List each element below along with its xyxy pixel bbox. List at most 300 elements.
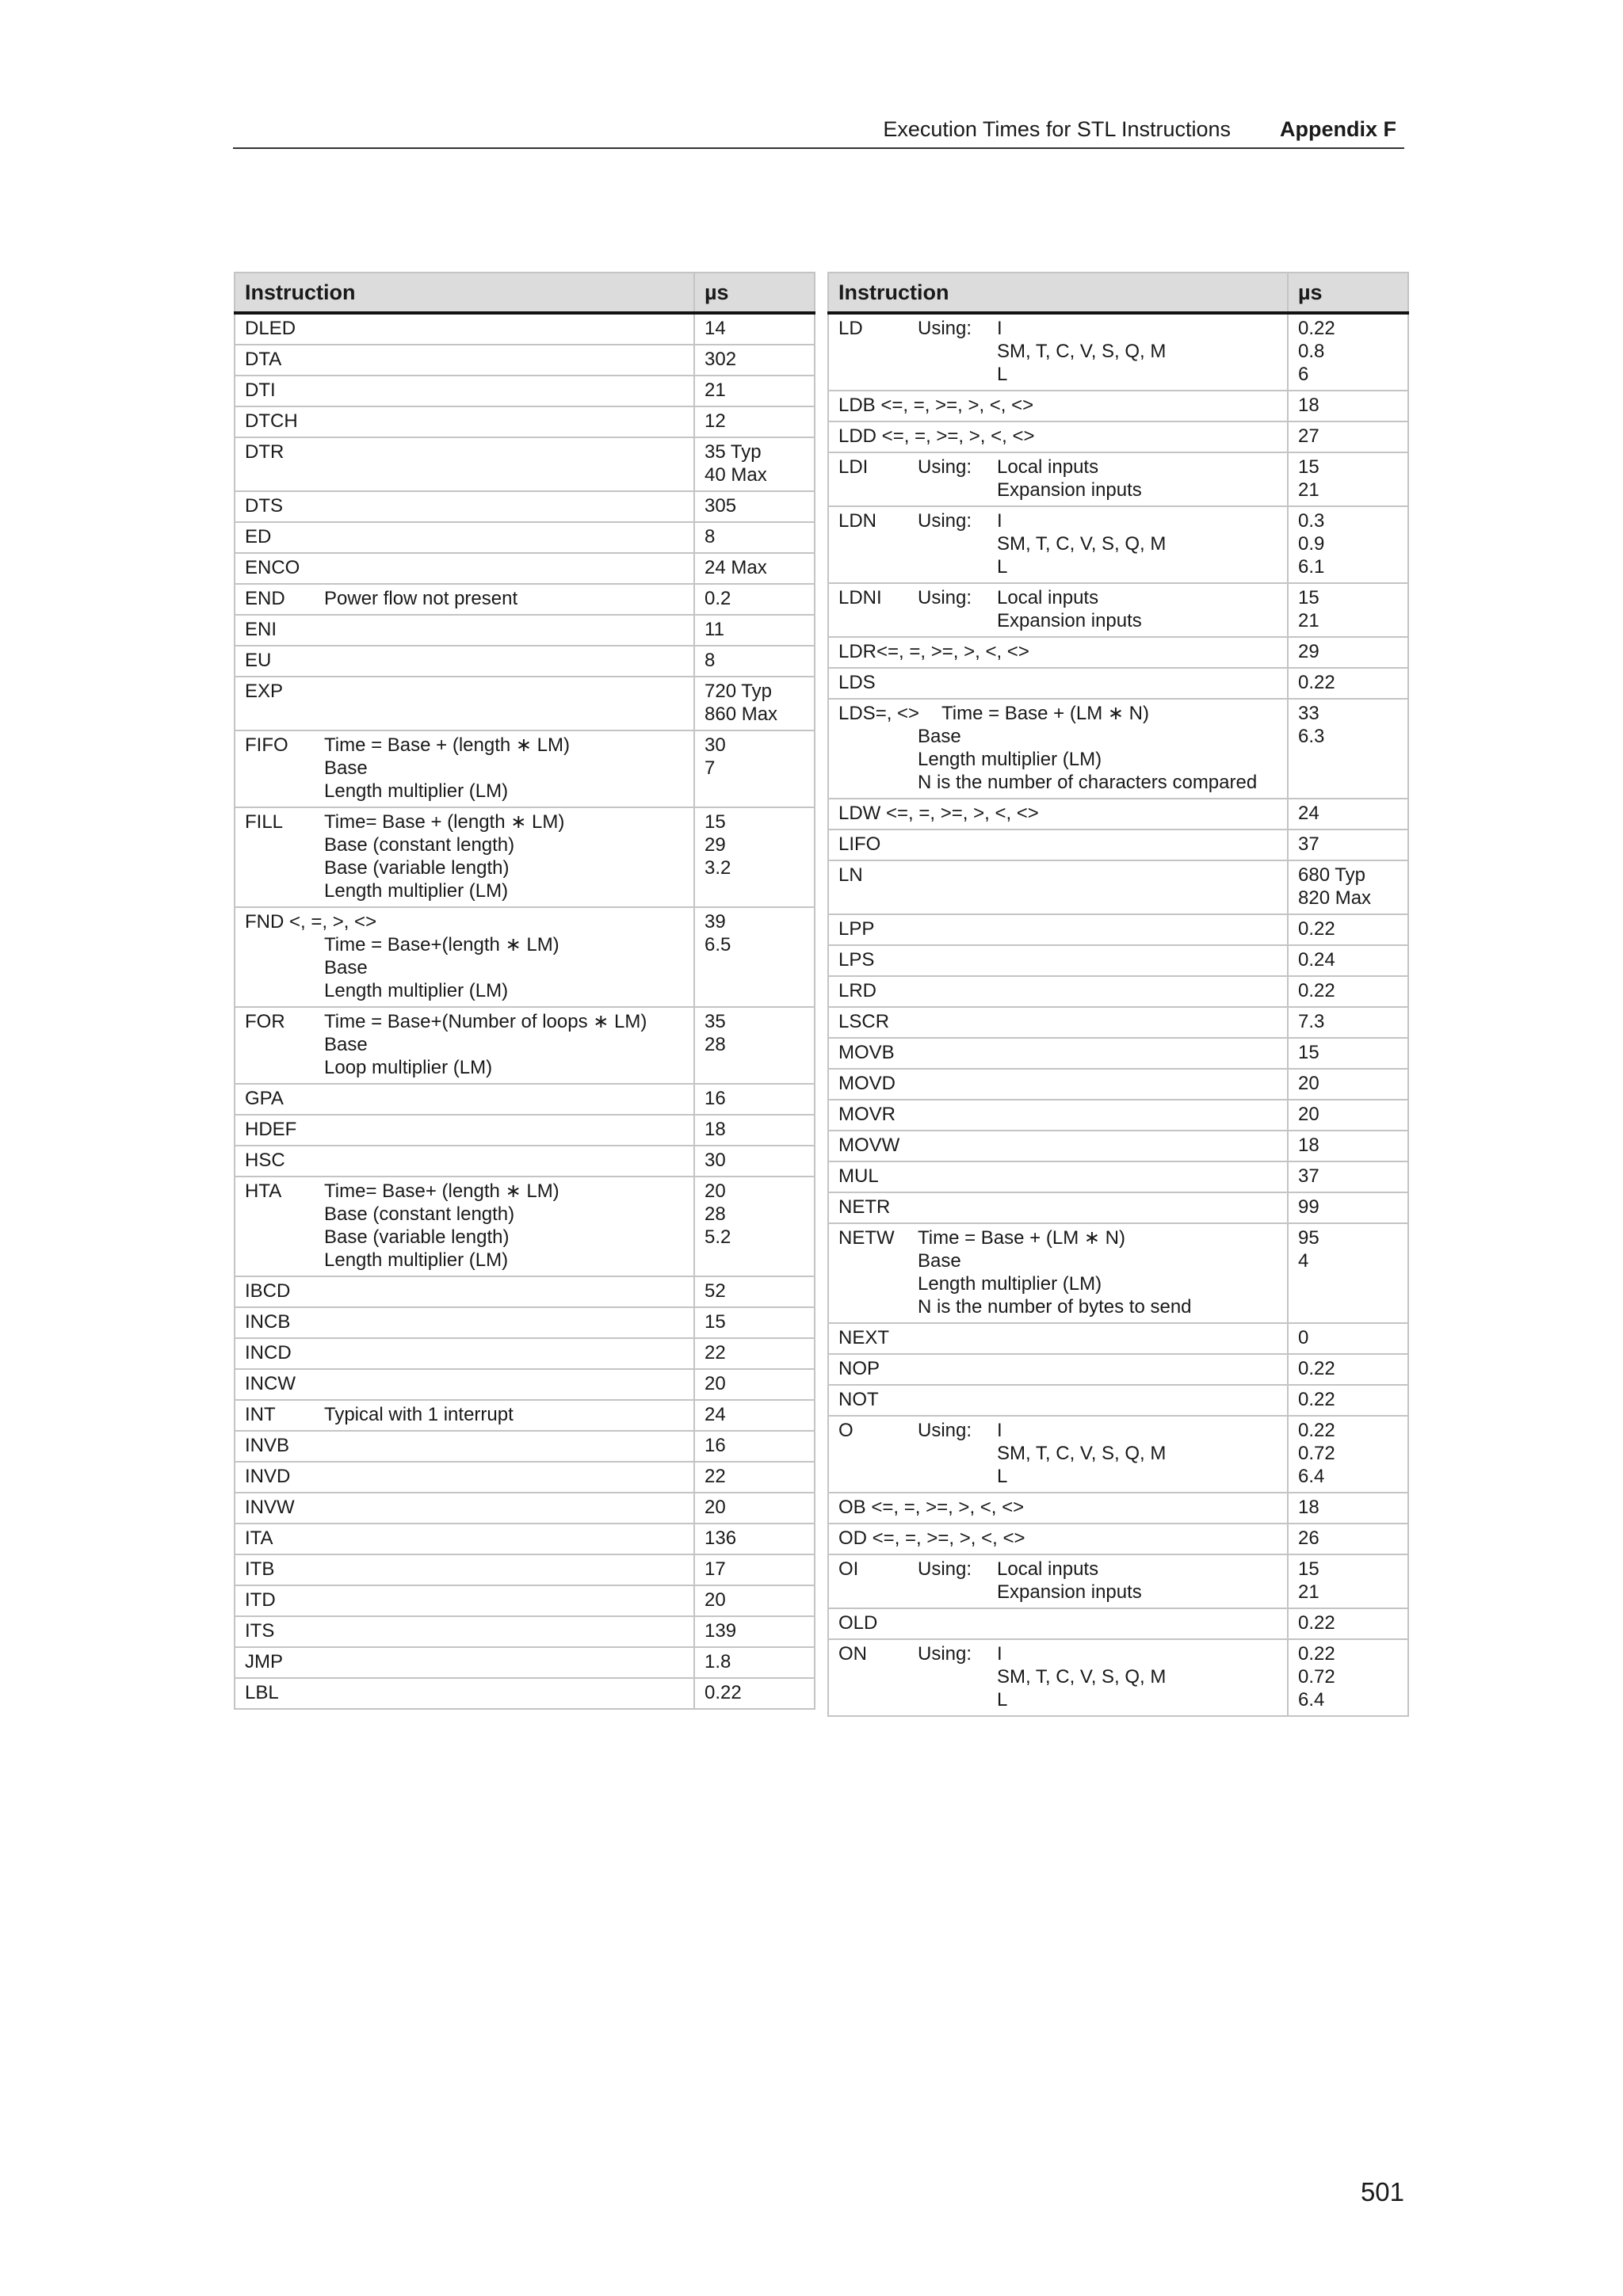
time-value: 0.9 bbox=[1298, 533, 1325, 555]
time-value: 24 bbox=[1298, 803, 1319, 824]
time-value: 6.4 bbox=[1298, 1466, 1325, 1487]
instruction-cell bbox=[235, 1115, 694, 1146]
instruction-cell bbox=[828, 830, 1288, 860]
instruction-line bbox=[838, 979, 1277, 1002]
instruction-name: ITA bbox=[245, 1527, 273, 1549]
time-value: 30 bbox=[705, 734, 726, 756]
time-value: 0.72 bbox=[1298, 1666, 1335, 1688]
instruction-cell bbox=[828, 506, 1288, 583]
time-value: 6.3 bbox=[1298, 726, 1325, 747]
table-row bbox=[235, 1007, 815, 1084]
instruction-name: DTCH bbox=[245, 410, 298, 432]
time-value: 99 bbox=[1298, 1196, 1319, 1218]
time-value: 0.22 bbox=[1298, 1612, 1335, 1634]
time-value: 0.22 bbox=[1298, 1389, 1335, 1410]
table-row bbox=[828, 799, 1408, 830]
instruction-line bbox=[245, 1149, 684, 1172]
time-cell bbox=[694, 730, 815, 807]
instruction-name: ENI bbox=[245, 619, 277, 640]
time-value: 0.22 bbox=[1298, 1643, 1335, 1665]
time-cell bbox=[694, 1400, 815, 1431]
instruction-cell bbox=[828, 860, 1288, 914]
table-row bbox=[235, 907, 815, 1007]
time-cell bbox=[694, 1678, 815, 1709]
description-text: Typical with 1 interrupt bbox=[324, 1404, 514, 1425]
table-row bbox=[235, 615, 815, 646]
table-row bbox=[828, 1131, 1408, 1161]
instruction-line bbox=[838, 1642, 1277, 1665]
description-text: Base (variable length) bbox=[324, 857, 510, 879]
instruction-line bbox=[838, 1496, 1277, 1519]
table-row bbox=[828, 1161, 1408, 1192]
instruction-name: LN bbox=[838, 864, 863, 886]
instruction-cell bbox=[235, 1338, 694, 1369]
time-value: 29 bbox=[1298, 641, 1319, 662]
instruction-cell bbox=[828, 1385, 1288, 1416]
time-value: 20 bbox=[1298, 1073, 1319, 1094]
instruction-line bbox=[245, 494, 684, 517]
time-cell bbox=[1288, 1007, 1408, 1038]
instruction-line bbox=[838, 1041, 1277, 1064]
time-value: 17 bbox=[705, 1558, 726, 1580]
instruction-name: ITB bbox=[245, 1558, 275, 1580]
instruction-name: ITS bbox=[245, 1620, 275, 1642]
instruction-name: HDEF bbox=[245, 1119, 297, 1140]
operand-text: I bbox=[997, 1643, 1002, 1665]
description-text: Time= Base + (length ∗ LM) bbox=[324, 811, 565, 833]
instruction-cell bbox=[828, 1192, 1288, 1223]
time-cell bbox=[1288, 1323, 1408, 1354]
instruction-name: LDNI bbox=[838, 587, 882, 608]
page-number: 501 bbox=[1360, 2177, 1404, 2206]
description-text: N is the number of bytes to send bbox=[918, 1296, 1192, 1318]
instruction-cell bbox=[235, 1177, 694, 1276]
table-row bbox=[828, 830, 1408, 860]
instruction-line bbox=[838, 1558, 1277, 1581]
instruction-cell bbox=[235, 437, 694, 491]
instruction-name: OI bbox=[838, 1558, 859, 1580]
time-value: 28 bbox=[705, 1203, 726, 1225]
time-value: 302 bbox=[705, 349, 737, 370]
operand-text: I bbox=[997, 1420, 1002, 1441]
instruction-line bbox=[838, 1010, 1277, 1033]
instruction-line bbox=[838, 363, 1277, 386]
time-cell bbox=[694, 1524, 815, 1554]
time-cell bbox=[694, 1493, 815, 1524]
table-row bbox=[828, 421, 1408, 452]
instruction-line bbox=[245, 649, 684, 672]
instruction-line bbox=[245, 348, 684, 371]
instruction-cell bbox=[828, 1493, 1288, 1524]
time-cell bbox=[694, 522, 815, 553]
time-value: 11 bbox=[705, 619, 724, 640]
table-row bbox=[828, 668, 1408, 699]
time-value: 8 bbox=[705, 650, 716, 671]
time-cell bbox=[1288, 1100, 1408, 1131]
table-row bbox=[235, 730, 815, 807]
instruction-cell bbox=[235, 615, 694, 646]
instruction-line bbox=[838, 640, 1277, 663]
time-value: 15 bbox=[1298, 587, 1319, 608]
operand-text: L bbox=[997, 1689, 1008, 1711]
time-cell bbox=[1288, 1554, 1408, 1608]
time-value: 0.22 bbox=[705, 1682, 742, 1703]
instruction-name: O bbox=[838, 1420, 854, 1441]
time-cell bbox=[694, 1338, 815, 1369]
time-cell bbox=[694, 313, 815, 345]
description-text: Power flow not present bbox=[324, 588, 518, 609]
time-value: 27 bbox=[1298, 425, 1319, 447]
instruction-name: DLED bbox=[245, 318, 296, 339]
description-text: N is the number of characters compared bbox=[918, 772, 1258, 793]
time-value: 18 bbox=[1298, 395, 1319, 416]
time-cell bbox=[1288, 1416, 1408, 1493]
instruction-cell bbox=[235, 313, 694, 345]
instruction-cell bbox=[235, 553, 694, 584]
instruction-name: LDD <=, =, >=, >, <, <> bbox=[838, 425, 1035, 447]
time-value: 22 bbox=[705, 1342, 726, 1363]
time-cell bbox=[694, 437, 815, 491]
instruction-cell bbox=[235, 646, 694, 677]
instruction-line bbox=[838, 917, 1277, 940]
time-value: 21 bbox=[1298, 479, 1319, 501]
time-value: 24 bbox=[705, 1404, 726, 1425]
table-row bbox=[828, 1524, 1408, 1554]
instruction-cell bbox=[828, 668, 1288, 699]
time-value: 16 bbox=[705, 1435, 726, 1456]
table-row bbox=[235, 1493, 815, 1524]
operand-text: Local inputs bbox=[997, 1558, 1099, 1580]
instruction-cell bbox=[828, 452, 1288, 506]
instruction-line bbox=[245, 317, 684, 340]
instruction-line bbox=[245, 410, 684, 433]
instruction-name: INVB bbox=[245, 1435, 290, 1456]
description-text: Length multiplier (LM) bbox=[324, 880, 509, 902]
instruction-cell bbox=[828, 1007, 1288, 1038]
table-row bbox=[828, 945, 1408, 976]
instruction-line bbox=[838, 1272, 1277, 1295]
instruction-cell bbox=[235, 1493, 694, 1524]
time-value: 12 bbox=[705, 410, 726, 432]
instruction-name: NOP bbox=[838, 1358, 880, 1379]
table-row bbox=[828, 1608, 1408, 1639]
instruction-name: INVW bbox=[245, 1497, 295, 1518]
time-value: 6.1 bbox=[1298, 556, 1325, 578]
table-row bbox=[235, 1554, 815, 1585]
instruction-cell bbox=[235, 406, 694, 437]
instruction-cell bbox=[828, 1554, 1288, 1608]
instruction-cell bbox=[235, 1462, 694, 1493]
time-cell bbox=[1288, 976, 1408, 1007]
table-row bbox=[828, 506, 1408, 583]
time-value: 0.24 bbox=[1298, 949, 1335, 971]
instruction-cell bbox=[828, 1038, 1288, 1069]
instruction-line bbox=[838, 1249, 1277, 1272]
instruction-cell bbox=[828, 699, 1288, 799]
instruction-line bbox=[838, 1072, 1277, 1095]
instruction-line bbox=[838, 1465, 1277, 1488]
time-cell bbox=[694, 1585, 815, 1616]
table-row bbox=[235, 1307, 815, 1338]
instruction-name: OB <=, =, >=, >, <, <> bbox=[838, 1497, 1025, 1518]
operand-text: Local inputs bbox=[997, 456, 1099, 478]
time-cell bbox=[694, 1462, 815, 1493]
instruction-line bbox=[245, 1496, 684, 1519]
instruction-line bbox=[838, 1581, 1277, 1604]
table-body bbox=[828, 313, 1408, 1716]
time-cell bbox=[694, 1554, 815, 1585]
time-cell bbox=[694, 1007, 815, 1084]
instruction-name: DTR bbox=[245, 441, 285, 463]
time-cell bbox=[694, 1369, 815, 1400]
instruction-cell bbox=[828, 1223, 1288, 1323]
time-value: 30 bbox=[705, 1150, 726, 1171]
time-value: 20 bbox=[705, 1180, 726, 1202]
time-value: 95 bbox=[1298, 1227, 1319, 1249]
instruction-line bbox=[838, 1665, 1277, 1688]
time-cell bbox=[1288, 421, 1408, 452]
instruction-line bbox=[245, 1341, 684, 1364]
table-row bbox=[828, 1069, 1408, 1100]
instruction-name: FILL bbox=[245, 811, 284, 833]
time-cell bbox=[1288, 1639, 1408, 1716]
time-value: 860 Max bbox=[705, 704, 778, 725]
time-value: 139 bbox=[705, 1620, 737, 1642]
instruction-line bbox=[838, 702, 1277, 725]
instruction-name: LBL bbox=[245, 1682, 279, 1703]
using-label: Using: bbox=[918, 1558, 972, 1580]
instruction-name: LDS=, <> bbox=[838, 703, 920, 724]
instruction-line bbox=[245, 1056, 684, 1079]
time-value: 37 bbox=[1298, 1165, 1319, 1187]
instruction-name: INVD bbox=[245, 1466, 291, 1487]
time-value: 4 bbox=[1298, 1250, 1309, 1272]
instruction-line bbox=[245, 1434, 684, 1457]
table-row bbox=[828, 1323, 1408, 1354]
description-text: Base bbox=[324, 757, 368, 779]
time-cell bbox=[1288, 506, 1408, 583]
instruction-cell bbox=[828, 391, 1288, 421]
instruction-name: LPP bbox=[838, 918, 875, 940]
instruction-name: LDN bbox=[838, 510, 877, 532]
operand-text: SM, T, C, V, S, Q, M bbox=[997, 533, 1167, 555]
instruction-line bbox=[838, 479, 1277, 502]
instruction-name: FOR bbox=[245, 1011, 285, 1032]
operand-text: I bbox=[997, 318, 1002, 339]
time-cell bbox=[1288, 945, 1408, 976]
time-cell bbox=[694, 1431, 815, 1462]
time-cell bbox=[1288, 637, 1408, 668]
time-value: 40 Max bbox=[705, 464, 767, 486]
instruction-line bbox=[838, 1196, 1277, 1219]
time-value: 35 Typ bbox=[705, 441, 762, 463]
instruction-cell bbox=[235, 677, 694, 730]
table-row bbox=[235, 406, 815, 437]
time-value: 16 bbox=[705, 1088, 726, 1109]
table-row bbox=[828, 452, 1408, 506]
instruction-name: FIFO bbox=[245, 734, 288, 756]
instruction-cell bbox=[235, 376, 694, 406]
time-value: 15 bbox=[705, 1311, 726, 1333]
table-row bbox=[235, 1146, 815, 1177]
instruction-name: LDS bbox=[838, 672, 876, 693]
using-label: Using: bbox=[918, 318, 972, 339]
operand-text: I bbox=[997, 510, 1002, 532]
instruction-line bbox=[245, 879, 684, 902]
description-text: Base bbox=[324, 957, 368, 978]
instruction-line bbox=[838, 340, 1277, 363]
time-value: 0.22 bbox=[1298, 672, 1335, 693]
description-line bbox=[245, 933, 684, 956]
time-cell bbox=[1288, 1131, 1408, 1161]
instruction-line bbox=[838, 609, 1277, 632]
time-cell bbox=[694, 1146, 815, 1177]
instruction-name: INCB bbox=[245, 1311, 291, 1333]
time-value: 136 bbox=[705, 1527, 737, 1549]
instruction-line bbox=[838, 833, 1277, 856]
instruction-line bbox=[838, 1226, 1277, 1249]
instruction-name: OLD bbox=[838, 1612, 878, 1634]
instruction-name: DTS bbox=[245, 495, 283, 517]
description-text: Length multiplier (LM) bbox=[918, 749, 1102, 770]
instruction-line bbox=[838, 456, 1277, 479]
instruction-cell bbox=[828, 1524, 1288, 1554]
table-row bbox=[235, 646, 815, 677]
operand-text: Local inputs bbox=[997, 587, 1099, 608]
operand-text: SM, T, C, V, S, Q, M bbox=[997, 341, 1167, 362]
time-value: 18 bbox=[705, 1119, 726, 1140]
instruction-name: LDB <=, =, >=, >, <, <> bbox=[838, 395, 1034, 416]
instruction-cell bbox=[828, 976, 1288, 1007]
instruction-name: LDW <=, =, >=, >, <, <> bbox=[838, 803, 1039, 824]
time-cell bbox=[1288, 914, 1408, 945]
instruction-cell bbox=[235, 807, 694, 907]
table-header-row bbox=[828, 273, 1408, 313]
instruction-line bbox=[245, 680, 684, 703]
instruction-cell bbox=[828, 637, 1288, 668]
time-cell bbox=[1288, 799, 1408, 830]
time-value: 0.22 bbox=[1298, 1358, 1335, 1379]
description-text: Base bbox=[918, 726, 961, 747]
time-value: 5.2 bbox=[705, 1226, 731, 1248]
time-value: 20 bbox=[705, 1373, 726, 1394]
instruction-line bbox=[838, 1688, 1277, 1711]
description-text: Time = Base + (length ∗ LM) bbox=[324, 734, 571, 756]
description-text: Length multiplier (LM) bbox=[324, 1249, 509, 1271]
time-value: 0.72 bbox=[1298, 1443, 1335, 1464]
instruction-line bbox=[245, 1033, 684, 1056]
instruction-name: DTA bbox=[245, 349, 282, 370]
table-row bbox=[235, 1524, 815, 1554]
description-text: Loop multiplier (LM) bbox=[324, 1057, 493, 1078]
time-value: 7 bbox=[705, 757, 716, 779]
instruction-name: NETW bbox=[838, 1227, 895, 1249]
instruction-line bbox=[838, 586, 1277, 609]
instruction-name: FND <, =, >, <> bbox=[245, 911, 377, 933]
description-text: Base (constant length) bbox=[324, 1203, 515, 1225]
table-header-row bbox=[235, 273, 815, 313]
formula-text: Time = Base + (LM ∗ N) bbox=[941, 703, 1149, 724]
instruction-line bbox=[245, 379, 684, 402]
time-value: 20 bbox=[705, 1589, 726, 1611]
time-cell bbox=[694, 807, 815, 907]
instruction-name: ON bbox=[838, 1643, 867, 1665]
instruction-line bbox=[245, 1681, 684, 1704]
time-cell bbox=[1288, 313, 1408, 391]
using-label: Using: bbox=[918, 456, 972, 478]
description-line bbox=[838, 771, 1277, 794]
instruction-cell bbox=[235, 584, 694, 615]
table-row bbox=[828, 313, 1408, 391]
instruction-cell bbox=[235, 1400, 694, 1431]
instruction-line bbox=[838, 425, 1277, 448]
instruction-line bbox=[245, 525, 684, 548]
time-cell bbox=[694, 553, 815, 584]
time-cell bbox=[694, 376, 815, 406]
instruction-cell bbox=[828, 421, 1288, 452]
table-row bbox=[828, 1223, 1408, 1323]
table-row bbox=[828, 1192, 1408, 1223]
instruction-line bbox=[838, 1419, 1277, 1442]
description-line bbox=[838, 725, 1277, 748]
instruction-line bbox=[838, 864, 1277, 887]
instruction-line bbox=[245, 810, 684, 833]
table-row bbox=[235, 1616, 815, 1647]
table-row bbox=[235, 1084, 815, 1115]
table-row bbox=[235, 677, 815, 730]
instruction-line bbox=[245, 1087, 684, 1110]
time-cell bbox=[1288, 699, 1408, 799]
time-value: 305 bbox=[705, 495, 737, 517]
time-cell bbox=[1288, 1354, 1408, 1385]
instruction-name: ENCO bbox=[245, 557, 300, 578]
instruction-cell bbox=[828, 1354, 1288, 1385]
instruction-line bbox=[838, 532, 1277, 555]
instruction-name: LSCR bbox=[838, 1011, 890, 1032]
table-body bbox=[235, 313, 815, 1709]
instruction-line bbox=[245, 910, 684, 933]
instruction-line bbox=[245, 856, 684, 879]
instruction-cell bbox=[235, 345, 694, 376]
time-value: 0.22 bbox=[1298, 918, 1335, 940]
instruction-name: MOVB bbox=[838, 1042, 895, 1063]
instruction-name: NOT bbox=[838, 1389, 879, 1410]
operand-text: Expansion inputs bbox=[997, 479, 1142, 501]
instruction-name: DTI bbox=[245, 379, 276, 401]
description-text: Base bbox=[324, 1034, 368, 1055]
column-header-time: µs bbox=[694, 273, 815, 313]
description-text: Base bbox=[918, 1250, 961, 1272]
time-value: 0.22 bbox=[1298, 1420, 1335, 1441]
table-row bbox=[828, 1639, 1408, 1716]
instruction-cell bbox=[235, 1678, 694, 1709]
instruction-name: MOVR bbox=[838, 1104, 896, 1125]
table-row bbox=[235, 584, 815, 615]
description-text: Time = Base+(Number of loops ∗ LM) bbox=[324, 1011, 647, 1032]
time-cell bbox=[694, 907, 815, 1007]
instruction-line bbox=[245, 1118, 684, 1141]
running-header bbox=[233, 111, 1404, 149]
time-cell bbox=[694, 1084, 815, 1115]
instruction-name: LIFO bbox=[838, 833, 881, 855]
time-cell bbox=[694, 345, 815, 376]
instruction-line bbox=[838, 802, 1277, 825]
instruction-line bbox=[838, 1326, 1277, 1349]
time-cell bbox=[694, 584, 815, 615]
table-row bbox=[828, 1493, 1408, 1524]
operand-text: Expansion inputs bbox=[997, 1581, 1142, 1603]
description-line bbox=[838, 748, 1277, 771]
